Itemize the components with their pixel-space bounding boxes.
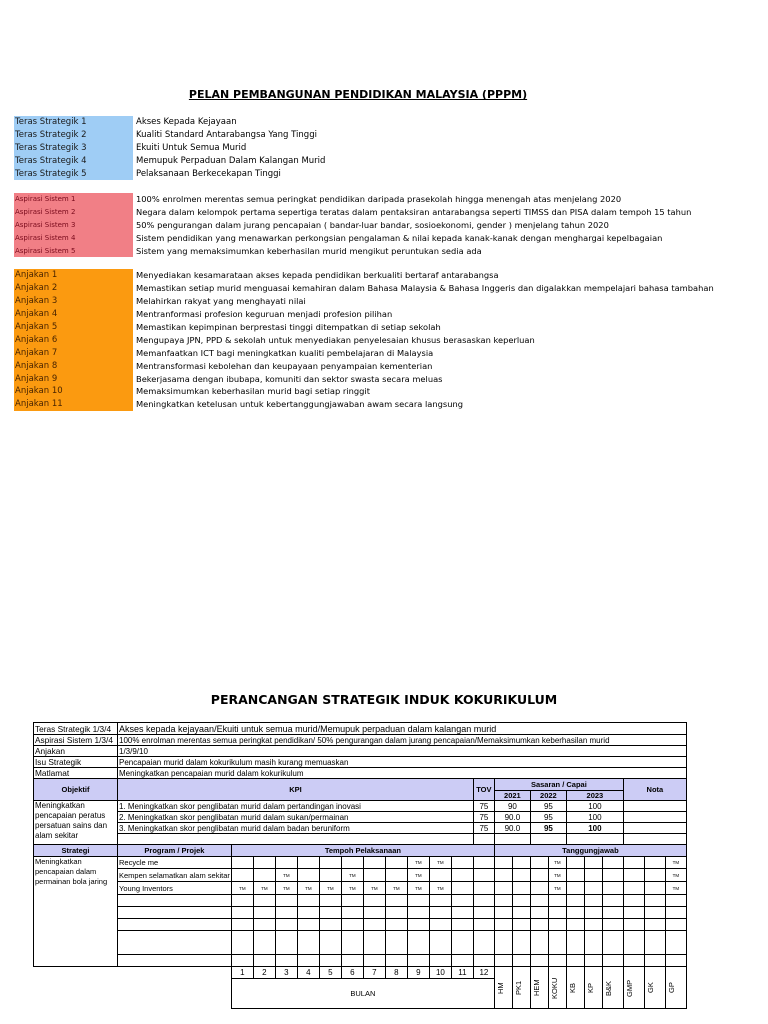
info-row <box>34 757 687 768</box>
anjakan-row <box>14 282 714 295</box>
anjakan-key: Anjakan 4 <box>14 308 133 321</box>
kpi-row <box>34 812 687 823</box>
anjakan-key: Anjakan 3 <box>14 295 133 308</box>
role-label: HM <box>495 981 505 994</box>
role-cell <box>623 967 644 1009</box>
teras-row <box>14 155 714 168</box>
tov-header: TOV <box>473 779 494 801</box>
tov-value: 75 <box>473 812 494 823</box>
tov-value: 75 <box>473 823 494 834</box>
target-2023: 100 <box>566 801 623 812</box>
anjakan-key: Anjakan 7 <box>14 346 133 359</box>
month-row <box>34 967 687 979</box>
anjakan-row <box>14 333 714 346</box>
teras-row <box>14 129 714 142</box>
objektif-header: Objektif <box>34 779 118 801</box>
program-row-empty <box>34 907 687 919</box>
info-row <box>34 723 687 735</box>
month-label: 7 <box>363 967 385 979</box>
tm-mark: TM <box>665 857 686 869</box>
teras-key: Teras Strategik 1 <box>14 116 133 129</box>
aspirasi-value: Negara dalam kelompok pertama sepertiga teratas dalam pentaksiran antarabangsa seperti TIMSS dan PISA dalam tempoh 15 tahun <box>136 207 692 218</box>
program-row-empty <box>34 955 687 967</box>
nota-cell <box>623 812 686 823</box>
teras-legend <box>14 116 714 180</box>
info-row <box>34 768 687 779</box>
anjakan-value: Mentransformasi kebolehan dan keupayaan penyampaian kementerian <box>136 360 433 371</box>
role-cell <box>665 967 686 1009</box>
strategi-cell: Meningkatkan pencapaian dalam permainan bola jaring <box>34 857 118 967</box>
month-label: 9 <box>407 967 429 979</box>
anjakan-row <box>14 398 714 411</box>
anjakan-key: Anjakan 6 <box>14 333 133 346</box>
info-row <box>34 735 687 746</box>
program-row <box>34 857 687 869</box>
aspirasi-key: Aspirasi Sistem 4 <box>14 232 133 245</box>
tm-mark: TM <box>548 869 566 882</box>
aspirasi-key: Aspirasi Sistem 5 <box>14 245 133 258</box>
role-label: GK <box>645 982 655 993</box>
role-label: B&K <box>603 980 613 996</box>
role-label: KOKU <box>549 976 559 999</box>
teras-row <box>14 116 714 129</box>
anjakan-key: Anjakan 5 <box>14 321 133 334</box>
strategi-header-row <box>34 845 687 857</box>
target-2021: 90.0 <box>494 812 530 823</box>
anjakan-row <box>14 269 714 282</box>
teras-row <box>14 142 714 155</box>
anjakan-key: Anjakan 11 <box>14 398 133 411</box>
aspirasi-legend <box>14 193 714 257</box>
program-name: Kempen selamatkan alam sekitar <box>119 870 230 880</box>
program-header: Program / Projek <box>118 845 232 857</box>
nota-cell <box>623 801 686 812</box>
month-label: 5 <box>319 967 341 979</box>
anjakan-row <box>14 308 714 321</box>
anjakan-row <box>14 321 714 334</box>
objektif-cell: Meningkatkan pencapaian peratus persatuan sains dan alam sekitar <box>34 801 118 845</box>
program-row <box>34 869 687 882</box>
teras-key: Teras Strategik 3 <box>14 142 133 155</box>
anjakan-value: Mentranformasi profesion keguruan menjadi profesion pilihan <box>136 309 393 320</box>
anjakan-value: Meningkatkan ketelusan untuk kebertanggungjawaban awam secara langsung <box>136 399 464 410</box>
nota-header: Nota <box>623 779 686 801</box>
role-cell <box>548 967 566 1009</box>
tov-value: 75 <box>473 801 494 812</box>
nota-cell <box>623 823 686 834</box>
aspirasi-row <box>14 245 714 258</box>
anjakan-legend <box>14 269 714 411</box>
month-label: 6 <box>341 967 363 979</box>
tm-mark: TM <box>275 869 297 882</box>
aspirasi-row <box>14 219 714 232</box>
anjakan-value: Memaksimumkan keberhasilan murid bagi setiap ringgit <box>136 386 370 397</box>
role-cell <box>512 967 530 1009</box>
anjakan-key: Anjakan 8 <box>14 359 133 372</box>
tm-mark: TM <box>548 857 566 869</box>
teras-value: Memupuk Perpaduan Dalam Kalangan Murid <box>136 156 326 167</box>
anjakan-value: Memanfaatkan ICT bagi meningkatkan kualiti pembelajaran di Malaysia <box>136 347 434 358</box>
tm-mark: TM <box>341 869 363 882</box>
target-2023: 100 <box>566 823 623 834</box>
tm-mark: TM <box>429 857 451 869</box>
aspirasi-key: Aspirasi Sistem 2 <box>14 206 133 219</box>
tm-mark: TM <box>319 882 341 895</box>
program-row-empty <box>34 931 687 955</box>
aspirasi-row <box>14 232 714 245</box>
info-value: Meningkatkan pencapaian murid dalam kokurikulum <box>118 768 687 779</box>
tanggungjawab-header: Tanggungjawab <box>494 845 686 857</box>
info-value: 100% enrolman merentas semua peringkat pendidikan/ 50% pengurangan dalam jurang pencapaian/Memaksimumkan keberhasilan murid <box>118 735 687 746</box>
kpi-text: 3. Meningkatkan skor penglibatan murid dalam badan beruniform <box>118 823 474 834</box>
role-label: HEM <box>531 979 541 996</box>
program-row-empty <box>34 895 687 907</box>
teras-value: Akses Kepada Kejayaan <box>136 117 237 128</box>
month-label: 1 <box>231 967 253 979</box>
kpi-row <box>34 823 687 834</box>
month-label: 10 <box>429 967 451 979</box>
teras-key: Teras Strategik 5 <box>14 168 133 181</box>
tm-mark: TM <box>297 882 319 895</box>
teras-row <box>14 168 714 181</box>
info-key: Anjakan <box>34 746 118 757</box>
tm-mark: TM <box>385 882 407 895</box>
program-name: Young Inventors <box>118 882 232 895</box>
teras-value: Ekuiti Untuk Semua Murid <box>136 143 247 154</box>
info-value: Akses kepada kejayaan/Ekuiti untuk semua murid/Memupuk perpaduan dalam kalangan murid <box>118 723 687 735</box>
info-value: 1/3/9/10 <box>118 746 687 757</box>
month-label: 3 <box>275 967 297 979</box>
kpi-row <box>34 801 687 812</box>
kpi-row-empty <box>34 834 687 845</box>
sasaran-header: Sasaran / Capai <box>494 779 623 791</box>
target-2021: 90.0 <box>494 823 530 834</box>
strategic-plan-table <box>33 722 687 1009</box>
role-cell <box>602 967 623 1009</box>
target-2022: 95 <box>530 812 566 823</box>
aspirasi-value: Sistem pendidikan yang menawarkan perkongsian pengalaman & nilai kepada kanak-kanak dengan menghargai kepelbagaian <box>136 233 663 244</box>
target-2021: 90 <box>494 801 530 812</box>
anjakan-row <box>14 372 714 385</box>
tm-mark: TM <box>341 882 363 895</box>
info-key: Teras Strategik 1/3/4 <box>34 723 118 735</box>
info-key: Aspirasi Sistem 1/3/4 <box>34 735 118 746</box>
month-label: 8 <box>385 967 407 979</box>
tm-mark: TM <box>407 882 429 895</box>
kpi-text: 1. Meningkatkan skor penglibatan murid dalam pertandingan inovasi <box>118 801 474 812</box>
plan-title: PERANCANGAN STRATEGIK INDUK KOKURIKULUM <box>210 692 558 707</box>
role-label: GP <box>666 982 676 993</box>
aspirasi-key: Aspirasi Sistem 3 <box>14 219 133 232</box>
anjakan-key: Anjakan 10 <box>14 385 133 398</box>
program-name: Recycle me <box>118 857 232 869</box>
tm-mark: TM <box>548 882 566 895</box>
month-label: 2 <box>253 967 275 979</box>
role-cell <box>566 967 584 1009</box>
year-header: 2022 <box>530 791 566 801</box>
kpi-text: 2. Meningkatkan skor penglibatan murid dalam sukan/permainan <box>118 812 474 823</box>
aspirasi-value: Sistem yang memaksimumkan keberhasilan murid mengikut peruntukan sedia ada <box>136 246 482 256</box>
tm-mark: TM <box>231 882 253 895</box>
program-row-empty <box>34 919 687 931</box>
role-label: KB <box>567 982 577 993</box>
target-2023: 100 <box>566 812 623 823</box>
tm-mark: TM <box>665 869 686 882</box>
tm-mark: TM <box>275 882 297 895</box>
role-label: PK1 <box>513 980 523 995</box>
role-label: KP <box>585 982 595 993</box>
tm-mark: TM <box>253 882 275 895</box>
month-label: 4 <box>297 967 319 979</box>
aspirasi-key: Aspirasi Sistem 1 <box>14 193 133 206</box>
anjakan-value: Bekerjasama dengan ibubapa, komuniti dan sektor swasta secara meluas <box>136 373 443 384</box>
tm-mark: TM <box>363 882 385 895</box>
anjakan-key: Anjakan 9 <box>14 372 133 385</box>
year-header: 2023 <box>566 791 623 801</box>
anjakan-value: Memastikan kepimpinan berprestasi tinggi ditempatkan di setiap sekolah <box>136 322 441 332</box>
program-row <box>34 882 687 895</box>
tm-mark: TM <box>665 882 686 895</box>
anjakan-value: Melahirkan rakyat yang menghayati nilai <box>136 296 306 307</box>
aspirasi-value: 50% pengurangan dalam jurang pencapaian ( bandar-luar bandar, sosioekonomi, gender ) menjelang tahun 2020 <box>136 220 609 231</box>
teras-value: Kualiti Standard Antarabangsa Yang Tinggi <box>136 130 317 141</box>
target-2022: 95 <box>530 801 566 812</box>
tempoh-header: Tempoh Pelaksanaan <box>231 845 494 857</box>
bulan-label: BULAN <box>231 979 494 1009</box>
tm-mark: TM <box>407 857 429 869</box>
aspirasi-row <box>14 206 714 219</box>
anjakan-value: Mengupaya JPN, PPD & sekolah untuk menyediakan penyelesaian khusus berasaskan keperluan <box>136 334 535 345</box>
tm-mark: TM <box>429 882 451 895</box>
anjakan-key: Anjakan 2 <box>14 282 133 295</box>
kpi-header: KPI <box>118 779 474 801</box>
role-cell <box>644 967 665 1009</box>
anjakan-row <box>14 385 714 398</box>
aspirasi-value: 100% enrolmen merentas semua peringkat pendidikan daripada prasekolah hingga menengah atas menjelang 2020 <box>136 194 622 205</box>
info-row <box>34 746 687 757</box>
aspirasi-row <box>14 193 714 206</box>
role-label: GMP <box>624 978 634 997</box>
info-value: Pencapaian murid dalam kokurikulum masih kurang memuaskan <box>118 757 687 768</box>
anjakan-row <box>14 359 714 372</box>
info-key: Isu Strategik <box>34 757 118 768</box>
year-header: 2021 <box>494 791 530 801</box>
tm-mark: TM <box>407 869 429 882</box>
teras-key: Teras Strategik 4 <box>14 155 133 168</box>
role-cell <box>530 967 548 1009</box>
anjakan-value: Memastikan setiap murid menguasai kemahiran dalam Bahasa Malaysia & Bahasa Inggeris dan digalakkan mempelajari bahasa tambahan <box>136 283 714 294</box>
anjakan-row <box>14 346 714 359</box>
pppm-title: PELAN PEMBANGUNAN PENDIDIKAN MALAYSIA (PPPM) <box>188 88 528 101</box>
kpi-header-row <box>34 779 687 791</box>
anjakan-row <box>14 295 714 308</box>
info-key: Matlamat <box>34 768 118 779</box>
month-label: 11 <box>451 967 473 979</box>
teras-key: Teras Strategik 2 <box>14 129 133 142</box>
target-2022: 95 <box>530 823 566 834</box>
teras-value: Pelaksanaan Berkecekapan Tinggi <box>136 169 281 179</box>
anjakan-value: Menyediakan kesamarataan akses kepada pendidikan berkualiti bertaraf antarabangsa <box>136 270 499 281</box>
role-cell <box>584 967 602 1009</box>
anjakan-key: Anjakan 1 <box>14 269 133 282</box>
role-cell <box>494 967 512 1009</box>
month-label: 12 <box>473 967 494 979</box>
strategi-header: Strategi <box>34 845 118 857</box>
